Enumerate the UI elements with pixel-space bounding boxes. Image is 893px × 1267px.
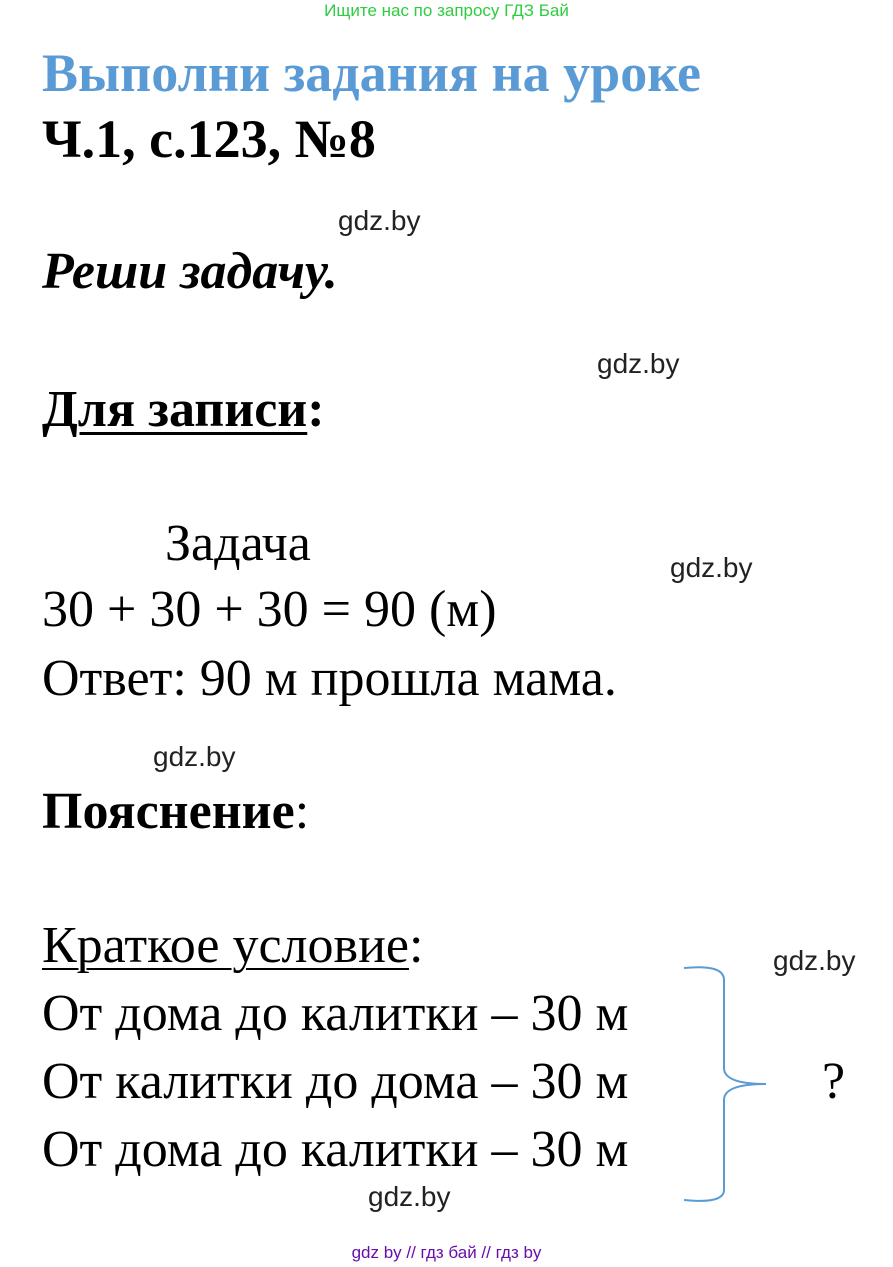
explanation-heading-label: Пояснение xyxy=(42,783,295,840)
question-mark: ? xyxy=(822,1053,846,1110)
page-title: Выполни задания на уроке xyxy=(42,43,701,103)
page-subtitle: Ч.1, с.123, №8 xyxy=(42,109,376,169)
top-banner: Ищите нас по запросу ГДЗ Бай xyxy=(324,1,569,20)
solution-equation: 30 + 30 + 30 = 90 (м) xyxy=(42,581,497,638)
record-heading xyxy=(42,378,325,442)
watermark: gdz.by xyxy=(368,1181,451,1212)
watermark: gdz.by xyxy=(670,552,753,583)
condition-heading-colon: : xyxy=(408,917,424,974)
task-word: Задача xyxy=(165,515,311,572)
watermark: gdz.by xyxy=(597,348,680,379)
solution-answer: Ответ: 90 м прошла мама. xyxy=(42,650,617,707)
watermark: gdz.by xyxy=(153,741,236,772)
condition-line: От дома до калитки – 30 м xyxy=(42,1121,629,1178)
record-heading-colon: : xyxy=(307,381,325,438)
watermark: gdz.by xyxy=(338,205,421,236)
task-heading: Реши задачу. xyxy=(42,243,338,300)
condition-heading-label: Краткое условие xyxy=(42,917,409,974)
watermark: gdz.by xyxy=(773,945,856,976)
explanation-heading-colon: : xyxy=(294,783,310,840)
condition-heading xyxy=(42,914,423,978)
explanation-heading xyxy=(42,780,309,844)
curly-brace-icon xyxy=(680,960,780,1210)
record-heading-label: Для записи xyxy=(42,381,308,438)
condition-line: От дома до калитки – 30 м xyxy=(42,985,629,1042)
footer-links: gdz by // гдз бай // гдз by xyxy=(351,1243,542,1262)
condition-line: От калитки до дома – 30 м xyxy=(42,1053,629,1110)
